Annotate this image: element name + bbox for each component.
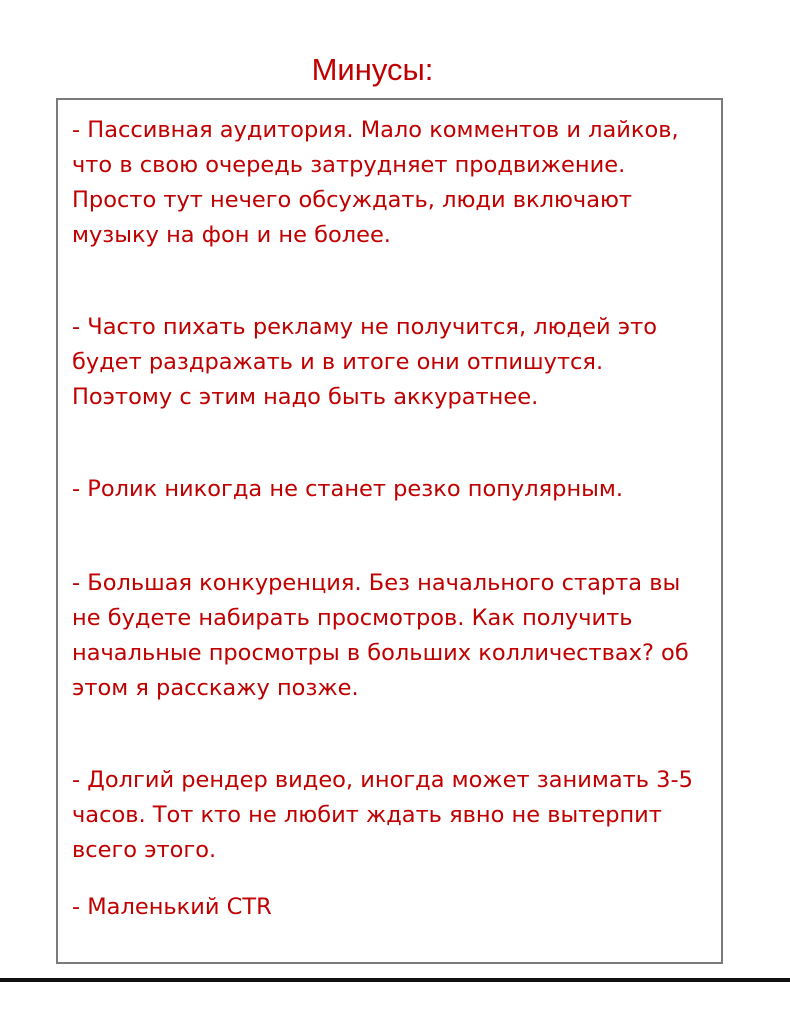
slide-title: Минусы: [311, 52, 434, 87]
point-ads: - Часто пихать рекламу не получится, людей это будет раздражать и в итоге они отпишутся. Поэтому с этим надо быть аккуратнее. [72, 314, 657, 410]
point-low-ctr: - Маленький CTR [72, 894, 272, 920]
point-no-viral: - Ролик никогда не станет резко популярным. [72, 476, 624, 502]
content-box [56, 98, 723, 964]
point-competition: - Большая конкуренция. Без начального старта вы не будете набирать просмотров. Как получить начальные просмотры в больших колличествах? об этом я расскажу позже. [72, 570, 689, 701]
point-passive-audience: - Пассивная аудитория. Мало комментов и лайков, что в свою очередь затрудняет продвижение. Просто тут нечего обсуждать, люди включают музыку на фон и не более. [72, 117, 679, 248]
bottom-divider [0, 978, 790, 982]
point-render-time: - Долгий рендер видео, иногда может занимать 3-5 часов. Тот кто не любит ждать явно не вытерпит всего этого. [72, 767, 693, 863]
